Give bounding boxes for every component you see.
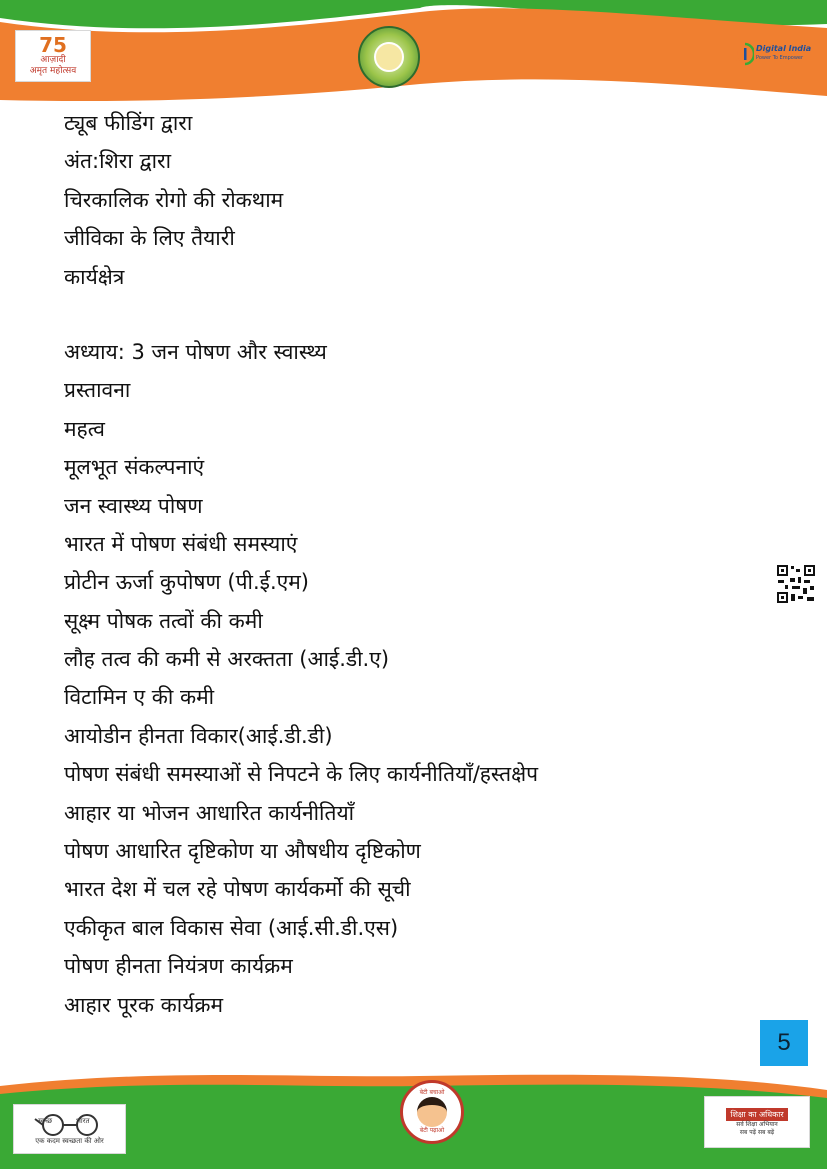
digital-india-tagline: Power To Empower — [756, 55, 804, 61]
azadi-logo-line2: अमृत महोत्सव — [29, 66, 77, 76]
swachh-word: स्वच्छ — [38, 1117, 53, 1125]
section-spacer — [64, 296, 764, 333]
list-item: अंत:शिरा द्वारा — [64, 149, 172, 174]
list-item: पोषण संबंधी समस्याओं से निपटने के लिए कार्यनीतियाँ/हस्तक्षेप — [64, 762, 539, 787]
list-item: भारत देश में चल रहे पोषण कार्यकर्मो की सूची — [64, 877, 411, 902]
azadi-ka-amrit-mahotsav-logo — [15, 30, 91, 82]
shiksha-title: शिक्षा का अधिकार — [726, 1108, 787, 1121]
digital-india-mark-icon — [736, 42, 754, 66]
list-item: प्रस्तावना — [64, 378, 131, 403]
list-item: आहार या भोजन आधारित कार्यनीतियाँ — [64, 800, 355, 825]
list-item: मूलभूत संकल्पनाएं — [64, 455, 205, 480]
list-item: जीविका के लिए तैयारी — [64, 226, 235, 251]
list-item: विटामिन ए की कमी — [64, 685, 215, 710]
azadi-logo-line1: आज़ादी — [40, 55, 66, 65]
qr-code-icon[interactable] — [776, 564, 816, 604]
list-item: पोषण आधारित दृष्टिकोण या औषधीय दृष्टिकोण — [64, 839, 421, 864]
swachh-bharat-logo — [13, 1104, 126, 1154]
list-item: पोषण हीनता नियंत्रण कार्यक्रम — [64, 954, 293, 979]
contents-list — [64, 104, 764, 1024]
page-number: 5 — [760, 1020, 808, 1066]
chapter-heading: अध्याय: 3 जन पोषण और स्वास्थ्य — [64, 339, 327, 364]
beti-padhao-text: बेटी पढ़ाओ — [419, 1127, 445, 1134]
list-item: कार्यक्षेत्र — [64, 264, 125, 289]
list-item: भारत में पोषण संबंधी समस्याएं — [64, 531, 298, 556]
shiksha-ka-adhikar-logo — [704, 1096, 810, 1148]
list-item: प्रोटीन ऊर्जा कुपोषण (पी.ई.एम) — [64, 570, 309, 595]
beti-bachao-text: बेटी बचाओ — [419, 1089, 445, 1096]
list-item: आयोडीन हीनता विकार(आई.डी.डी) — [64, 723, 333, 748]
beti-bachao-beti-padhao-logo — [400, 1080, 464, 1144]
list-item: महत्व — [64, 416, 105, 441]
scert-seal-emblem — [374, 42, 404, 72]
list-item: चिरकालिक रोगो की रोकथाम — [64, 187, 284, 212]
digital-india-logo — [736, 40, 812, 70]
shiksha-line2: सब पढ़ें सब बढ़ें — [739, 1128, 775, 1136]
list-item: लौह तत्व की कमी से अरक्तता (आई.डी.ए) — [64, 647, 390, 672]
girl-face-icon — [417, 1097, 447, 1127]
bharat-word: भारत — [76, 1117, 90, 1125]
list-item: सूक्ष्म पोषक तत्वों की कमी — [64, 608, 263, 633]
list-item: आहार पूरक कार्यक्रम — [64, 992, 224, 1017]
list-item: ट्यूब फीडिंग द्वारा — [64, 111, 193, 135]
swachh-tagline: एक कदम स्वच्छता की ओर — [35, 1136, 104, 1145]
digital-india-title: Digital India — [756, 44, 812, 53]
scert-seal-icon — [358, 26, 420, 88]
list-item: जन स्वास्थ्य पोषण — [64, 493, 203, 518]
list-item: एकीकृत बाल विकास सेवा (आई.सी.डी.एस) — [64, 915, 399, 940]
shiksha-line1: सर्व शिक्षा अभियान — [736, 1120, 778, 1128]
azadi-logo-number: 75 — [39, 33, 67, 57]
